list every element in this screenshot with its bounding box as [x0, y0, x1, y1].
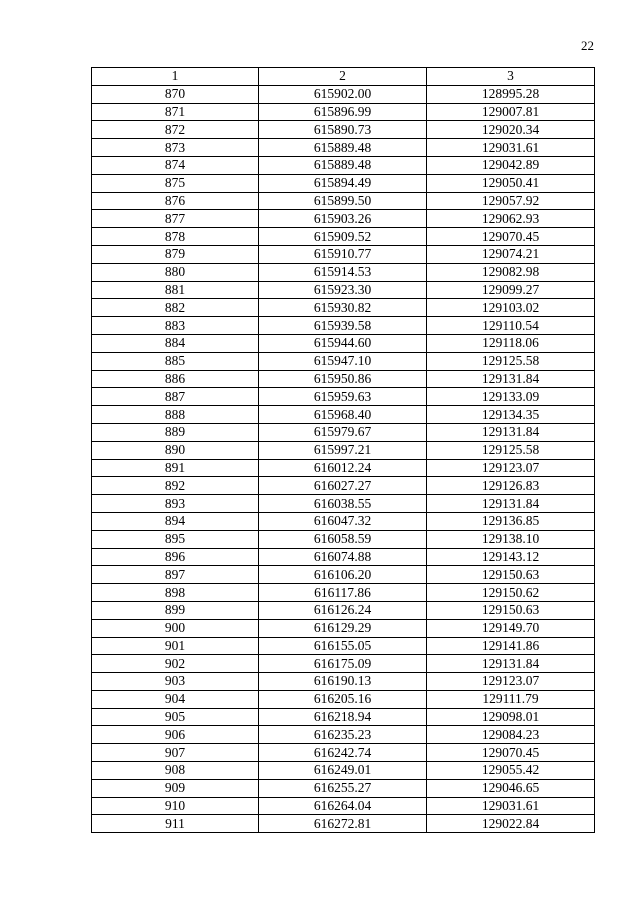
table-cell-col-1: 905 — [92, 708, 259, 726]
table-cell-col-3: 129134.35 — [427, 406, 595, 424]
table-cell-col-3: 128995.28 — [427, 85, 595, 103]
table-cell-col-3: 129082.98 — [427, 263, 595, 281]
table-cell-col-2: 616242.74 — [259, 744, 427, 762]
table-cell-col-3: 129150.62 — [427, 584, 595, 602]
table-cell-col-3: 129074.21 — [427, 245, 595, 263]
table-row — [92, 406, 595, 424]
table-cell-col-2: 616027.27 — [259, 477, 427, 495]
table-cell-col-1: 901 — [92, 637, 259, 655]
table-cell-col-2: 615890.73 — [259, 121, 427, 139]
table-row — [92, 779, 595, 797]
table-row — [92, 619, 595, 637]
table-cell-col-3: 129125.58 — [427, 352, 595, 370]
table-cell-col-1: 876 — [92, 192, 259, 210]
table-cell-col-2: 616272.81 — [259, 815, 427, 833]
table-cell-col-2: 615889.48 — [259, 139, 427, 157]
table-cell-col-2: 615930.82 — [259, 299, 427, 317]
table-cell-col-3: 129046.65 — [427, 779, 595, 797]
table-cell-col-1: 888 — [92, 406, 259, 424]
table-cell-col-2: 615899.50 — [259, 192, 427, 210]
table-cell-col-3: 129131.84 — [427, 370, 595, 388]
table-cell-col-2: 616255.27 — [259, 779, 427, 797]
table-row — [92, 708, 595, 726]
table-cell-col-3: 129084.23 — [427, 726, 595, 744]
table-cell-col-3: 129149.70 — [427, 619, 595, 637]
table-row — [92, 139, 595, 157]
table-header — [92, 68, 595, 86]
table-row — [92, 281, 595, 299]
table-cell-col-3: 129126.83 — [427, 477, 595, 495]
table-row — [92, 690, 595, 708]
table-cell-col-3: 129125.58 — [427, 441, 595, 459]
table-row — [92, 762, 595, 780]
table-cell-col-1: 883 — [92, 317, 259, 335]
table-cell-col-2: 615909.52 — [259, 228, 427, 246]
table-cell-col-3: 129050.41 — [427, 174, 595, 192]
table-cell-col-3: 129062.93 — [427, 210, 595, 228]
table-row — [92, 815, 595, 833]
table-cell-col-3: 129143.12 — [427, 548, 595, 566]
table-cell-col-1: 884 — [92, 334, 259, 352]
table-cell-col-2: 615939.58 — [259, 317, 427, 335]
table-row — [92, 210, 595, 228]
table-cell-col-1: 870 — [92, 85, 259, 103]
table-row — [92, 744, 595, 762]
table-cell-col-2: 616175.09 — [259, 655, 427, 673]
table-cell-col-2: 615979.67 — [259, 423, 427, 441]
table-cell-col-3: 129131.84 — [427, 655, 595, 673]
table-cell-col-3: 129131.84 — [427, 423, 595, 441]
table-cell-col-3: 129031.61 — [427, 797, 595, 815]
table-cell-col-3: 129136.85 — [427, 512, 595, 530]
table-cell-col-3: 129022.84 — [427, 815, 595, 833]
table-cell-col-3: 129070.45 — [427, 744, 595, 762]
table-cell-col-1: 897 — [92, 566, 259, 584]
table-cell-col-2: 616117.86 — [259, 584, 427, 602]
table-cell-col-1: 890 — [92, 441, 259, 459]
table-cell-col-1: 893 — [92, 495, 259, 513]
table-cell-col-1: 908 — [92, 762, 259, 780]
table-row — [92, 245, 595, 263]
table-cell-col-2: 615914.53 — [259, 263, 427, 281]
page-number: 22 — [581, 38, 594, 53]
table-cell-col-3: 129007.81 — [427, 103, 595, 121]
column-header-1: 1 — [92, 68, 259, 86]
table-cell-col-2: 615997.21 — [259, 441, 427, 459]
table-cell-col-2: 616249.01 — [259, 762, 427, 780]
table-row — [92, 673, 595, 691]
table-row — [92, 103, 595, 121]
table-cell-col-3: 129055.42 — [427, 762, 595, 780]
table-row — [92, 352, 595, 370]
table-cell-col-3: 129118.06 — [427, 334, 595, 352]
table-cell-col-1: 878 — [92, 228, 259, 246]
table-row — [92, 121, 595, 139]
table-cell-col-2: 616205.16 — [259, 690, 427, 708]
table-cell-col-2: 615950.86 — [259, 370, 427, 388]
table-cell-col-1: 892 — [92, 477, 259, 495]
table-cell-col-1: 874 — [92, 156, 259, 174]
table-cell-col-2: 616012.24 — [259, 459, 427, 477]
table-cell-col-1: 881 — [92, 281, 259, 299]
table-row — [92, 726, 595, 744]
table-cell-col-3: 129110.54 — [427, 317, 595, 335]
table-cell-col-2: 616047.32 — [259, 512, 427, 530]
column-header-2: 2 — [259, 68, 427, 86]
table-cell-col-2: 615910.77 — [259, 245, 427, 263]
table-cell-col-2: 616235.23 — [259, 726, 427, 744]
table-row — [92, 584, 595, 602]
table-cell-col-1: 909 — [92, 779, 259, 797]
table-cell-col-2: 616155.05 — [259, 637, 427, 655]
table-cell-col-1: 873 — [92, 139, 259, 157]
table-cell-col-3: 129042.89 — [427, 156, 595, 174]
table-cell-col-2: 615968.40 — [259, 406, 427, 424]
table-row — [92, 85, 595, 103]
table-cell-col-3: 129138.10 — [427, 530, 595, 548]
table-cell-col-3: 129103.02 — [427, 299, 595, 317]
table-row — [92, 512, 595, 530]
table-row — [92, 156, 595, 174]
table-row — [92, 601, 595, 619]
table-cell-col-3: 129098.01 — [427, 708, 595, 726]
table-row — [92, 192, 595, 210]
table-cell-col-2: 616190.13 — [259, 673, 427, 691]
table-cell-col-1: 889 — [92, 423, 259, 441]
table-cell-col-2: 615902.00 — [259, 85, 427, 103]
table-cell-col-2: 616074.88 — [259, 548, 427, 566]
table-cell-col-1: 877 — [92, 210, 259, 228]
table-cell-col-3: 129123.07 — [427, 459, 595, 477]
table-row — [92, 655, 595, 673]
table-row — [92, 228, 595, 246]
table-body — [92, 85, 595, 832]
table-row — [92, 459, 595, 477]
table-cell-col-1: 871 — [92, 103, 259, 121]
table-cell-col-1: 887 — [92, 388, 259, 406]
table-row — [92, 495, 595, 513]
table-cell-col-3: 129123.07 — [427, 673, 595, 691]
table-cell-col-2: 616058.59 — [259, 530, 427, 548]
table-cell-col-2: 616129.29 — [259, 619, 427, 637]
table-cell-col-3: 129070.45 — [427, 228, 595, 246]
table-cell-col-2: 615903.26 — [259, 210, 427, 228]
table-cell-col-2: 615947.10 — [259, 352, 427, 370]
table-cell-col-1: 898 — [92, 584, 259, 602]
table-cell-col-1: 872 — [92, 121, 259, 139]
table-cell-col-2: 616126.24 — [259, 601, 427, 619]
column-header-3: 3 — [427, 68, 595, 86]
table-cell-col-3: 129150.63 — [427, 566, 595, 584]
table-cell-col-3: 129099.27 — [427, 281, 595, 299]
table-cell-col-1: 899 — [92, 601, 259, 619]
table-cell-col-1: 907 — [92, 744, 259, 762]
table-cell-col-2: 615944.60 — [259, 334, 427, 352]
table-cell-col-1: 910 — [92, 797, 259, 815]
table-cell-col-1: 894 — [92, 512, 259, 530]
table-cell-col-1: 895 — [92, 530, 259, 548]
table-cell-col-1: 891 — [92, 459, 259, 477]
table-cell-col-3: 129131.84 — [427, 495, 595, 513]
table-row — [92, 263, 595, 281]
table-row — [92, 388, 595, 406]
table-cell-col-3: 129031.61 — [427, 139, 595, 157]
table-cell-col-1: 882 — [92, 299, 259, 317]
table-cell-col-1: 875 — [92, 174, 259, 192]
table-cell-col-2: 615959.63 — [259, 388, 427, 406]
table-row — [92, 530, 595, 548]
table-row — [92, 441, 595, 459]
coordinates-table — [91, 67, 595, 833]
table-cell-col-1: 902 — [92, 655, 259, 673]
table-row — [92, 566, 595, 584]
table-cell-col-2: 615896.99 — [259, 103, 427, 121]
header-row — [92, 68, 595, 86]
table-cell-col-1: 900 — [92, 619, 259, 637]
table-cell-col-1: 904 — [92, 690, 259, 708]
table-row — [92, 299, 595, 317]
table-cell-col-1: 879 — [92, 245, 259, 263]
table-cell-col-1: 911 — [92, 815, 259, 833]
table-row — [92, 334, 595, 352]
table-cell-col-3: 129150.63 — [427, 601, 595, 619]
table-cell-col-2: 616106.20 — [259, 566, 427, 584]
table-cell-col-3: 129020.34 — [427, 121, 595, 139]
table-cell-col-2: 615894.49 — [259, 174, 427, 192]
table-cell-col-2: 615923.30 — [259, 281, 427, 299]
table-cell-col-2: 615889.48 — [259, 156, 427, 174]
table-cell-col-1: 880 — [92, 263, 259, 281]
table-cell-col-1: 906 — [92, 726, 259, 744]
table-cell-col-2: 616264.04 — [259, 797, 427, 815]
table-row — [92, 174, 595, 192]
table-row — [92, 370, 595, 388]
table-row — [92, 317, 595, 335]
table-row — [92, 423, 595, 441]
table-cell-col-1: 885 — [92, 352, 259, 370]
table-cell-col-3: 129141.86 — [427, 637, 595, 655]
table-row — [92, 797, 595, 815]
table-row — [92, 477, 595, 495]
table-cell-col-1: 903 — [92, 673, 259, 691]
table-cell-col-3: 129057.92 — [427, 192, 595, 210]
table-cell-col-3: 129133.09 — [427, 388, 595, 406]
table-cell-col-2: 616038.55 — [259, 495, 427, 513]
table-cell-col-1: 886 — [92, 370, 259, 388]
table-cell-col-1: 896 — [92, 548, 259, 566]
table-cell-col-3: 129111.79 — [427, 690, 595, 708]
table-row — [92, 548, 595, 566]
table-row — [92, 637, 595, 655]
table-cell-col-2: 616218.94 — [259, 708, 427, 726]
